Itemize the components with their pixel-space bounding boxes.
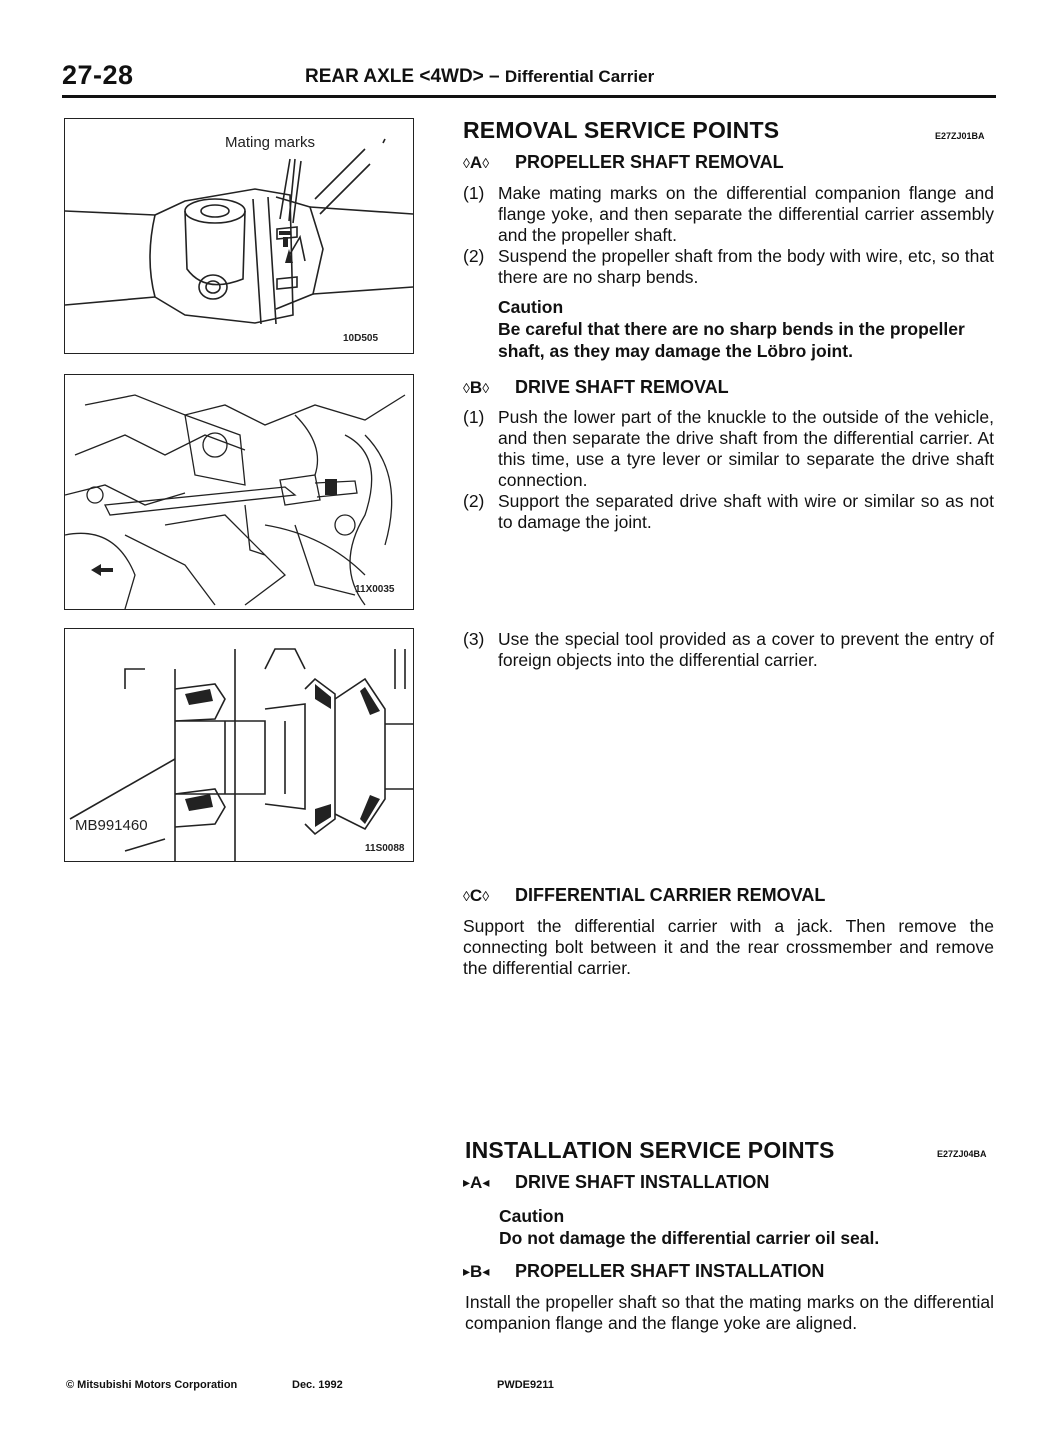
installation-section-title: INSTALLATION SERVICE POINTS (465, 1137, 835, 1163)
footer-code: PWDE9211 (497, 1379, 554, 1391)
installation-a-title: DRIVE SHAFT INSTALLATION (515, 1172, 770, 1192)
marker-solid-arrow-right-icon: ▸ (463, 1263, 471, 1279)
step-item: (2) Suspend the propeller shaft from the body with wire, etc, so that there are no sharp bends. (463, 246, 994, 287)
footer-date: Dec. 1992 (292, 1379, 343, 1391)
caution-text: Do not damage the differential carrier oil seal. (499, 1228, 880, 1248)
removal-c-heading (463, 885, 825, 906)
marker-solid-arrow-right-icon: ▸ (463, 1174, 471, 1190)
step-item: (2) Support the separated drive shaft with wire or similar so as not to damage the joint. (463, 491, 994, 532)
marker-install-b: ▸ B ◂ (463, 1261, 490, 1281)
removal-c-title: DIFFERENTIAL CARRIER REMOVAL (515, 885, 826, 905)
header-rule (62, 95, 996, 98)
removal-b-step3 (463, 629, 994, 671)
installation-section-code: E27ZJ04BA (937, 1149, 987, 1159)
marker-arrow-left-icon: ◊ (463, 379, 470, 396)
removal-b-steps (463, 407, 994, 533)
installation-a-caution (499, 1206, 994, 1249)
marker-a: ◊ A ◊ (463, 152, 490, 172)
installation-b-text: Install the propeller shaft so that the mating marks on the differential companion flange and the flange yoke are aligned. (465, 1292, 994, 1333)
marker-arrow-left-icon: ◊ (463, 154, 470, 171)
figure-code: 11S0088 (365, 843, 405, 854)
caution-heading: Caution (499, 1206, 565, 1226)
step-item: (1) Push the lower part of the knuckle to the outside of the vehicle, and then separate the drive shaft from the differential carrier. At this time, use a tyre lever or similar to separate the drive shaft connection. (463, 407, 994, 490)
marker-arrow-right-icon: ◊ (482, 887, 490, 904)
removal-b-heading (463, 377, 729, 398)
step-item: (1) Make mating marks on the differential companion flange and flange yoke, and then separate the differential carrier assembly and the propeller shaft. (463, 183, 994, 245)
caution-text: Be careful that there are no sharp bends in the propeller shaft, as they may damage the Löbro joint. (498, 319, 965, 361)
mating-marks-label: Mating marks (225, 134, 316, 151)
installation-b-title: PROPELLER SHAFT INSTALLATION (515, 1261, 825, 1281)
marker-solid-arrow-left-icon: ◂ (482, 1263, 490, 1279)
removal-a-title: PROPELLER SHAFT REMOVAL (515, 152, 784, 172)
removal-a-heading (463, 152, 784, 173)
marker-arrow-left-icon: ◊ (463, 887, 470, 904)
page-title-sub: Differential Carrier (504, 67, 655, 86)
removal-a-caution (498, 297, 994, 362)
installation-a-heading (463, 1172, 769, 1193)
figure-special-tool (64, 628, 414, 862)
marker-arrow-right-icon: ◊ (482, 379, 490, 396)
figure-propeller-shaft (64, 118, 414, 354)
footer-copyright: © Mitsubishi Motors Corporation (66, 1379, 238, 1391)
marker-solid-arrow-left-icon: ◂ (482, 1174, 490, 1190)
marker-c: ◊ C ◊ (463, 885, 490, 905)
step-item: (3) Use the special tool provided as a cover to prevent the entry of foreign objects into the differential carrier. (463, 629, 994, 670)
removal-a-steps (463, 183, 994, 288)
removal-c-text: Support the differential carrier with a jack. Then remove the connecting bolt between it and the rear crossmember and remove the differential carrier. (463, 916, 994, 978)
drive-shaft-illustration (65, 375, 413, 609)
figure-code: 10D505 (343, 333, 379, 344)
page-title-main: REAR AXLE <4WD> – (305, 66, 500, 87)
marker-arrow-right-icon: ◊ (482, 154, 490, 171)
removal-section-title: REMOVAL SERVICE POINTS (463, 117, 780, 143)
caution-heading: Caution (498, 297, 564, 317)
removal-b-title: DRIVE SHAFT REMOVAL (515, 377, 729, 397)
page-number: 27-28 (62, 60, 134, 90)
marker-b: ◊ B ◊ (463, 377, 490, 397)
tool-number-label: MB991460 (75, 817, 148, 834)
propeller-shaft-illustration (65, 119, 413, 353)
removal-section-code: E27ZJ01BA (935, 131, 985, 141)
figure-drive-shaft (64, 374, 414, 610)
page-title (305, 66, 654, 88)
figure-code: 11X0035 (355, 584, 395, 595)
installation-b-heading (463, 1261, 824, 1282)
marker-install-a: ▸ A ◂ (463, 1172, 490, 1192)
